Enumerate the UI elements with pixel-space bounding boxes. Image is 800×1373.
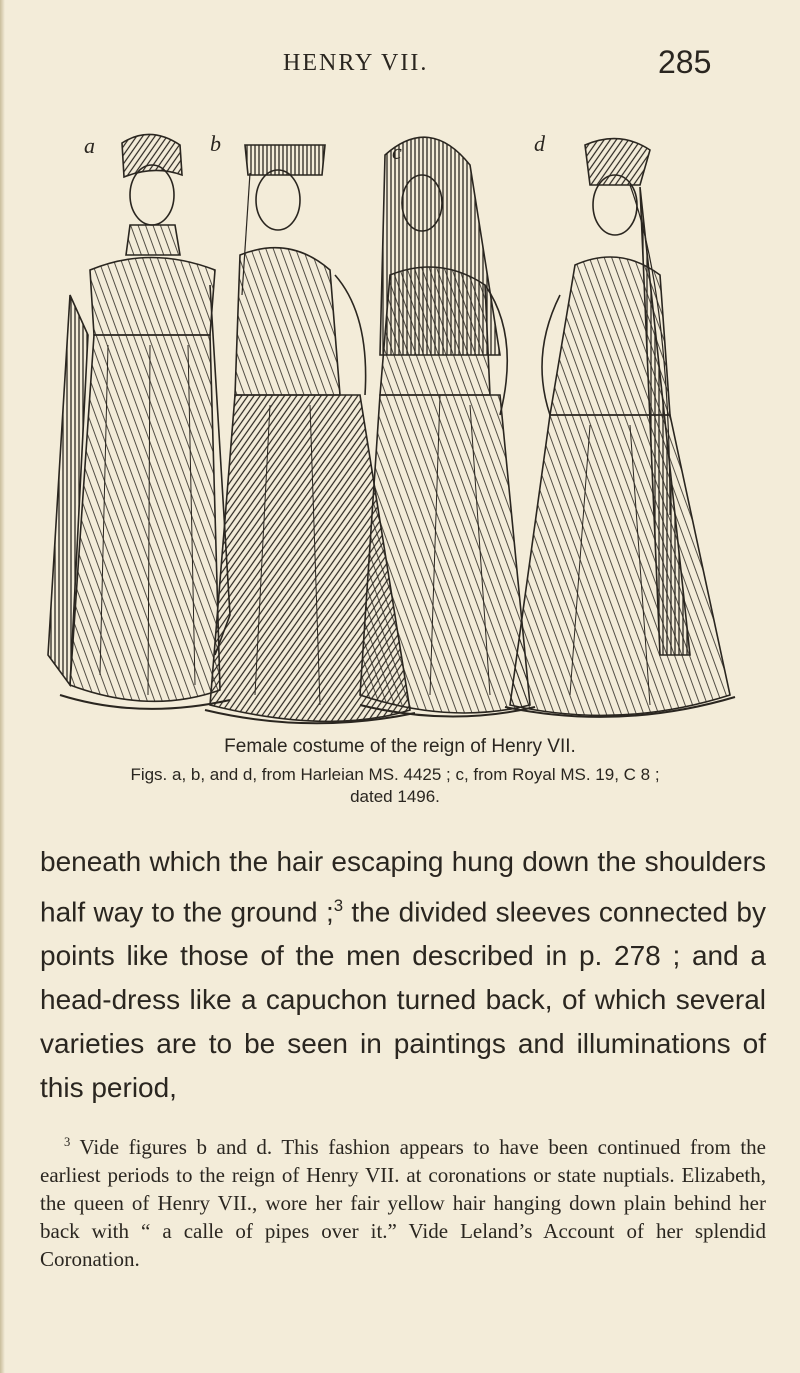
footnote	[40, 1128, 766, 1273]
costume-illustration	[30, 95, 750, 735]
figure-caption-source: Figs. a, b, and d, from Harleian MS. 4425 ; c, from Royal MS. 19, C 8 ; dated 1496.	[130, 765, 660, 806]
page-edge-shadow	[0, 0, 5, 1373]
figure-label-a: a	[84, 133, 95, 158]
figure-caption-title: Female costume of the reign of Henry VII.	[224, 736, 576, 757]
body-text-part-1: beneath which the hair escaping hung down the shoulders half way to the ground ;	[40, 846, 766, 928]
figure-d-drawing	[505, 139, 735, 717]
footnote-marker: 3	[64, 1135, 71, 1149]
engraving-drawing	[30, 95, 750, 735]
page-number: 285	[658, 44, 712, 80]
body-text-part-2: the divided sleeves connected by points like those of the men described in p. 278 ; and a head-dress like a capuchon turned back, of which several varieties are to be seen in paintings and illuminations of this period,	[40, 896, 767, 1104]
figure-label-b: b	[210, 131, 221, 156]
figure-c-drawing	[360, 137, 535, 716]
footnote-text: Vide figures b and d. This fashion appears to have been continued from the earliest periods to the reign of Henry VII. at coronations or state nuptials. Elizabeth, the queen of Henry VII., wore her fair yellow hair hanging down plain behind her back with “ a calle of pipes over it.” Vide Leland’s Account of her splendid Coronation.	[40, 1135, 766, 1271]
running-title: HENRY VII.	[283, 50, 429, 76]
figure-label-c: c	[392, 139, 402, 164]
footnote-reference: 3	[333, 896, 344, 915]
body-paragraph	[40, 840, 766, 1110]
figure-label-d: d	[534, 131, 545, 156]
page-header	[0, 44, 800, 84]
figure-a-drawing	[48, 134, 230, 708]
